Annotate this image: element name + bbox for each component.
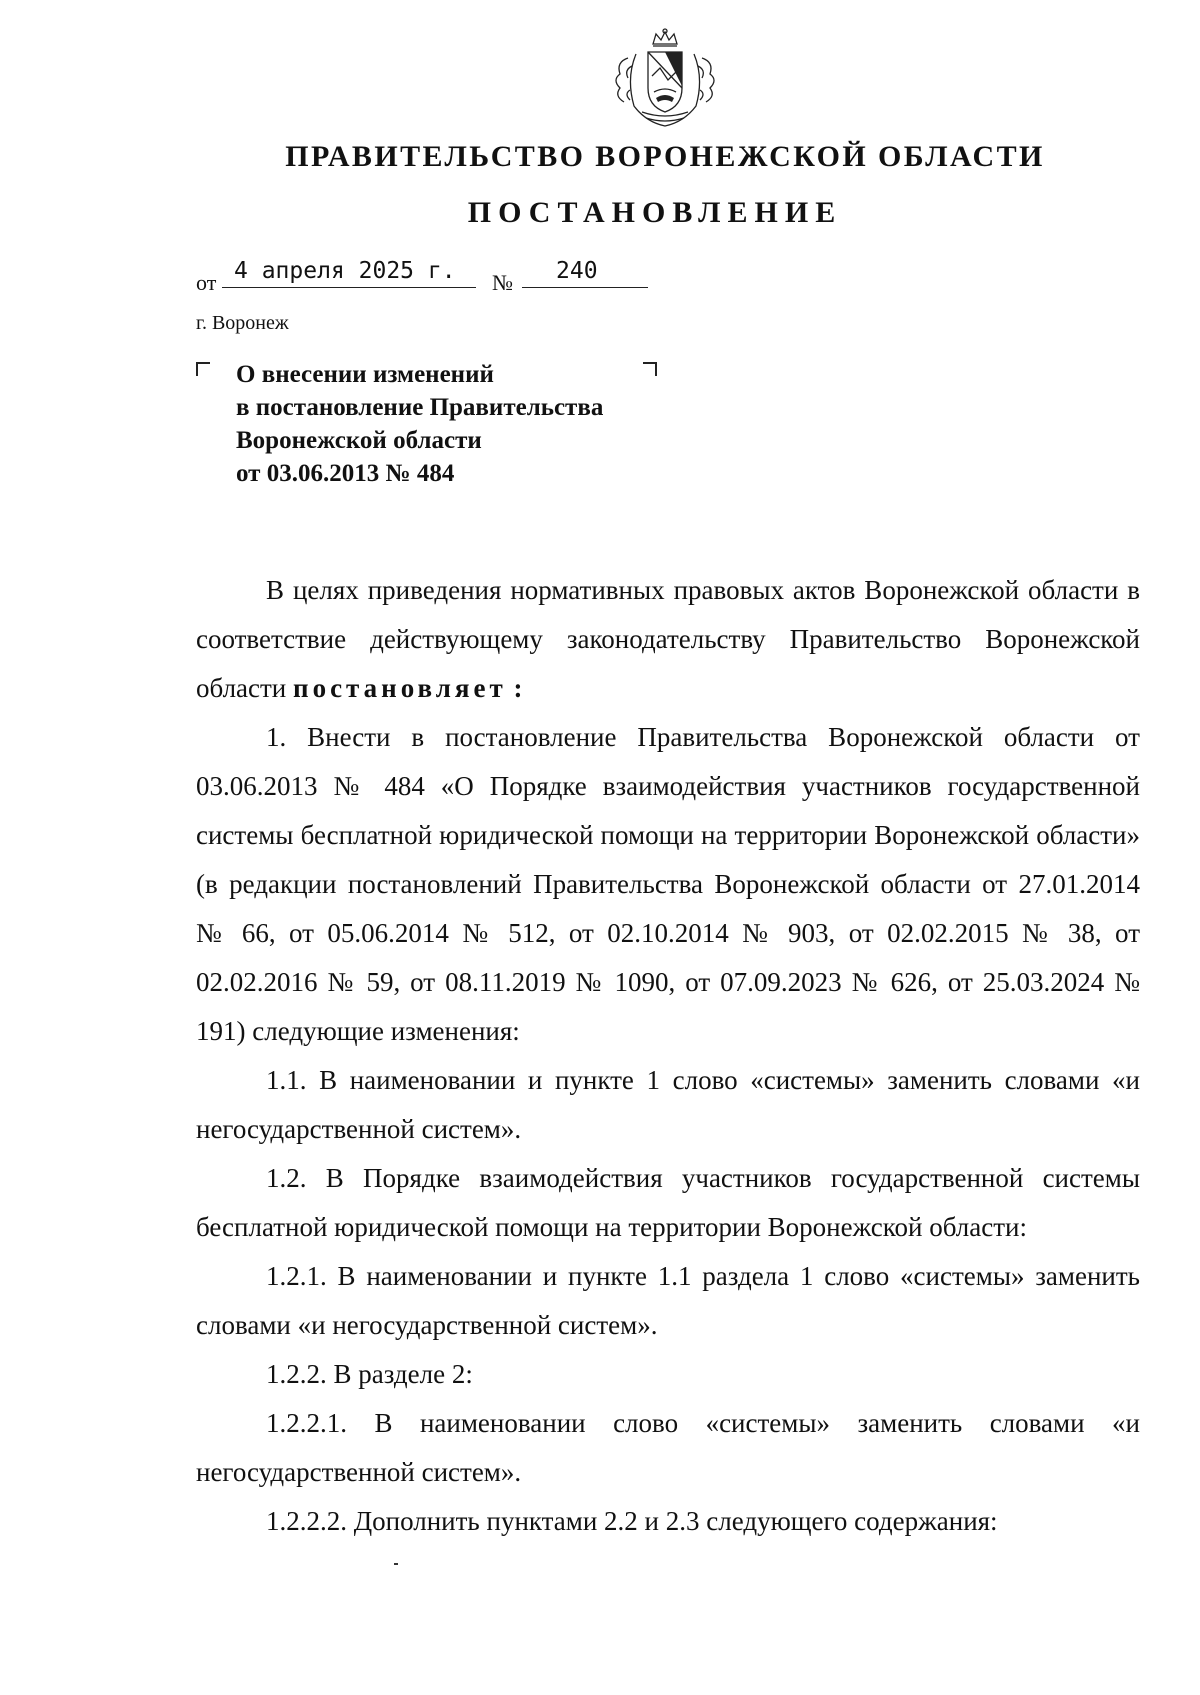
scan-speck <box>394 1563 398 1565</box>
document-number: 240 <box>522 258 648 288</box>
decree-colon: : <box>513 673 527 703</box>
decree-word: постановляет <box>293 673 507 703</box>
date-prefix: от <box>196 270 217 295</box>
subject-line: от 03.06.2013 № 484 <box>236 460 455 487</box>
preamble-paragraph <box>196 566 1140 713</box>
paragraph-1-2-2-2: 1.2.2.2. Дополнить пунктами 2.2 и 2.3 следующего содержания: <box>266 1506 998 1536</box>
corner-mark-left <box>196 362 210 376</box>
paragraph-1-2-1: 1.2.1. В наименовании и пункте 1.1 раздела 1 слово «системы» заменить словами «и негосударственной систем». <box>196 1261 1140 1340</box>
document-date: 4 апреля 2025 г. <box>222 258 476 288</box>
paragraph-1-2-2-1: 1.2.2.1. В наименовании слово «системы» заменить словами «и негосударственной систем». <box>196 1408 1140 1487</box>
city-label: г. Воронеж <box>196 312 289 334</box>
document-type-title: ПОСТАНОВЛЕНИЕ <box>467 196 843 229</box>
document-subject <box>236 358 603 490</box>
paragraph-1-1: 1.1. В наименовании и пункте 1 слово «системы» заменить словами «и негосударственной систем». <box>196 1065 1140 1144</box>
paragraph-1-2: 1.2. В Порядке взаимодействия участников государственной системы бесплатной юридической помощи на территории Воронежской области: <box>196 1163 1140 1242</box>
subject-line: Воронежской области <box>236 427 482 454</box>
paragraph-1: 1. Внести в постановление Правительства Воронежской области от 03.06.2013 № 484 «О Порядке взаимодействия участников государственной системы бесплатной юридической помощи на территории Воронежской области» (в редакции постановлений Правительства Воронежской области от 27.01.2014 № 66, от 05.06.2014 № 512, от 02.10.2014 № 903, от 02.02.2015 № 38, от 02.02.2016 № 59, от 08.11.2019 № 1090, от 07.09.2023 № 626, от 25.03.2024 № 191) следующие изменения: <box>196 722 1140 1046</box>
organization-title: ПРАВИТЕЛЬСТВО ВОРОНЕЖСКОЙ ОБЛАСТИ <box>285 140 1045 173</box>
coat-of-arms-icon <box>606 28 724 128</box>
document-body <box>196 566 1140 1546</box>
subject-line: О внесении изменений <box>236 361 494 388</box>
subject-line: в постановление Правительства <box>236 394 604 421</box>
paragraph-1-2-2: 1.2.2. В разделе 2: <box>266 1359 473 1389</box>
number-prefix: № <box>492 270 513 295</box>
preamble-text: В целях приведения нормативных правовых актов Воронежской области в соответствие действующему законодательству Правительство Воронежской области <box>196 575 1140 703</box>
corner-mark-right <box>643 362 657 376</box>
